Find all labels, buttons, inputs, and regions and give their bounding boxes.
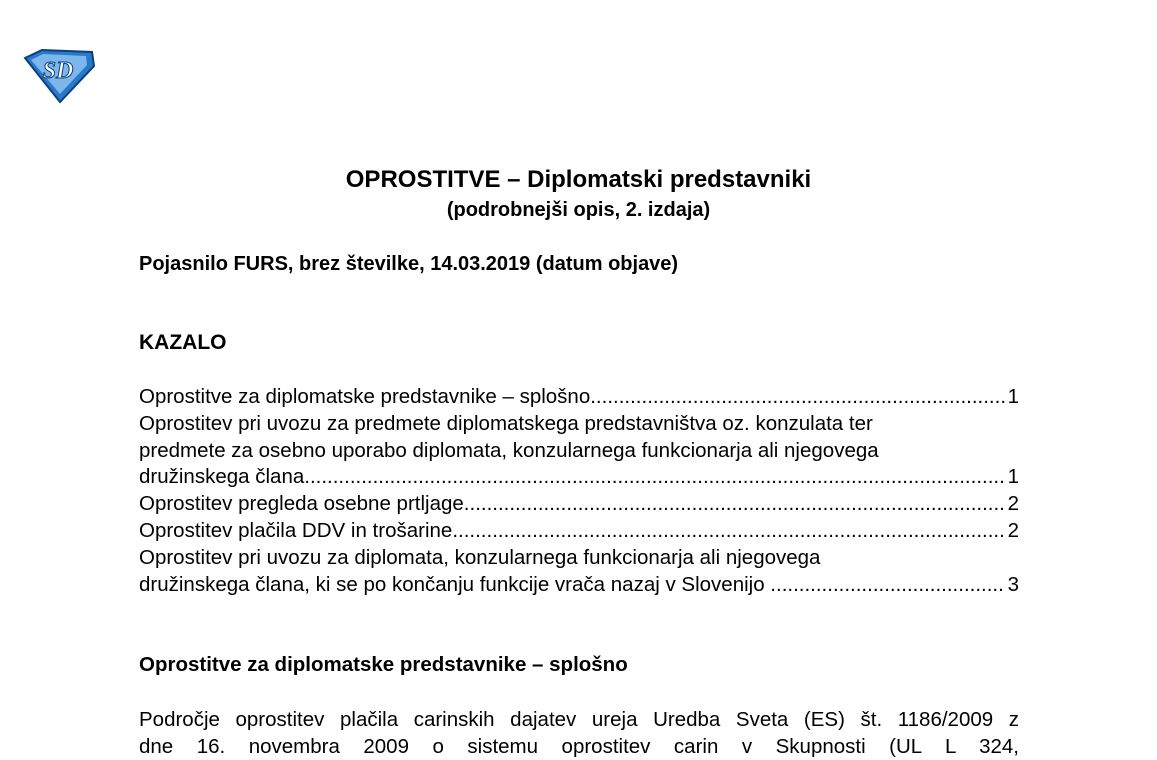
document-subtitle: (podrobnejši opis, 2. izdaja) <box>446 199 711 221</box>
toc-leader-dots <box>464 491 1005 518</box>
toc-page-number: 1 <box>1007 385 1019 408</box>
toc-entry[interactable] <box>139 518 1019 545</box>
section-heading: Oprostitve za diplomatske predstavnike – splošno <box>139 653 628 676</box>
svg-text:SD: SD <box>42 58 74 84</box>
toc-entry-text: Oprostitve za diplomatske predstavnike – splošno <box>139 385 591 408</box>
toc-entry[interactable] <box>139 572 1019 599</box>
toc-entry-text[interactable]: Oprostitev pri uvozu za predmete diplomatskega predstavništva oz. konzulata ter <box>139 411 873 435</box>
toc-page-number: 3 <box>1007 572 1019 596</box>
toc-entry-text: družinskega člana, ki se po končanju funkcije vrača nazaj v Slovenijo <box>139 572 771 596</box>
toc-entry-text: družinskega člana <box>139 465 305 489</box>
toc-leader-dots <box>590 384 1004 411</box>
paragraph-line: Področje oprostitev plačila carinskih dajatev ureja Uredba Sveta (ES) št. 1186/2009 z <box>139 708 1019 731</box>
toc-entry-text: Oprostitev plačila DDV in trošarine <box>139 518 453 542</box>
toc-entry[interactable] <box>139 384 1019 411</box>
toc-leader-dots <box>770 572 1004 599</box>
toc-entry-text: Oprostitev pregleda osebne prtljage <box>139 492 464 516</box>
toc-page-number: 2 <box>1007 492 1019 516</box>
toc-entry-text[interactable]: Oprostitev pri uvozu za diplomata, konzularnega funkcionarja ali njegovega <box>139 545 821 569</box>
toc-heading: KAZALO <box>139 331 227 354</box>
table-of-contents <box>139 384 1019 598</box>
document-source: Pojasnilo FURS, brez številke, 14.03.2019 (datum objave) <box>139 253 679 275</box>
document-title: OPROSTITVE – Diplomatski predstavniki <box>345 166 812 193</box>
section-paragraph <box>139 706 1019 760</box>
toc-entry[interactable] <box>139 464 1019 491</box>
paragraph-line: dne 16. novembra 2009 o sistemu oprostitev carin v Skupnosti (UL L 324, <box>139 735 1019 758</box>
toc-entry-text[interactable]: predmete za osebno uporabo diplomata, konzularnega funkcionarja ali njegovega <box>139 438 879 462</box>
toc-page-number: 2 <box>1007 518 1019 542</box>
toc-leader-dots <box>452 518 1004 545</box>
sd-logo-icon <box>22 48 96 104</box>
toc-leader-dots <box>304 464 1004 491</box>
toc-entry[interactable] <box>139 491 1019 518</box>
toc-page-number: 1 <box>1007 465 1019 489</box>
